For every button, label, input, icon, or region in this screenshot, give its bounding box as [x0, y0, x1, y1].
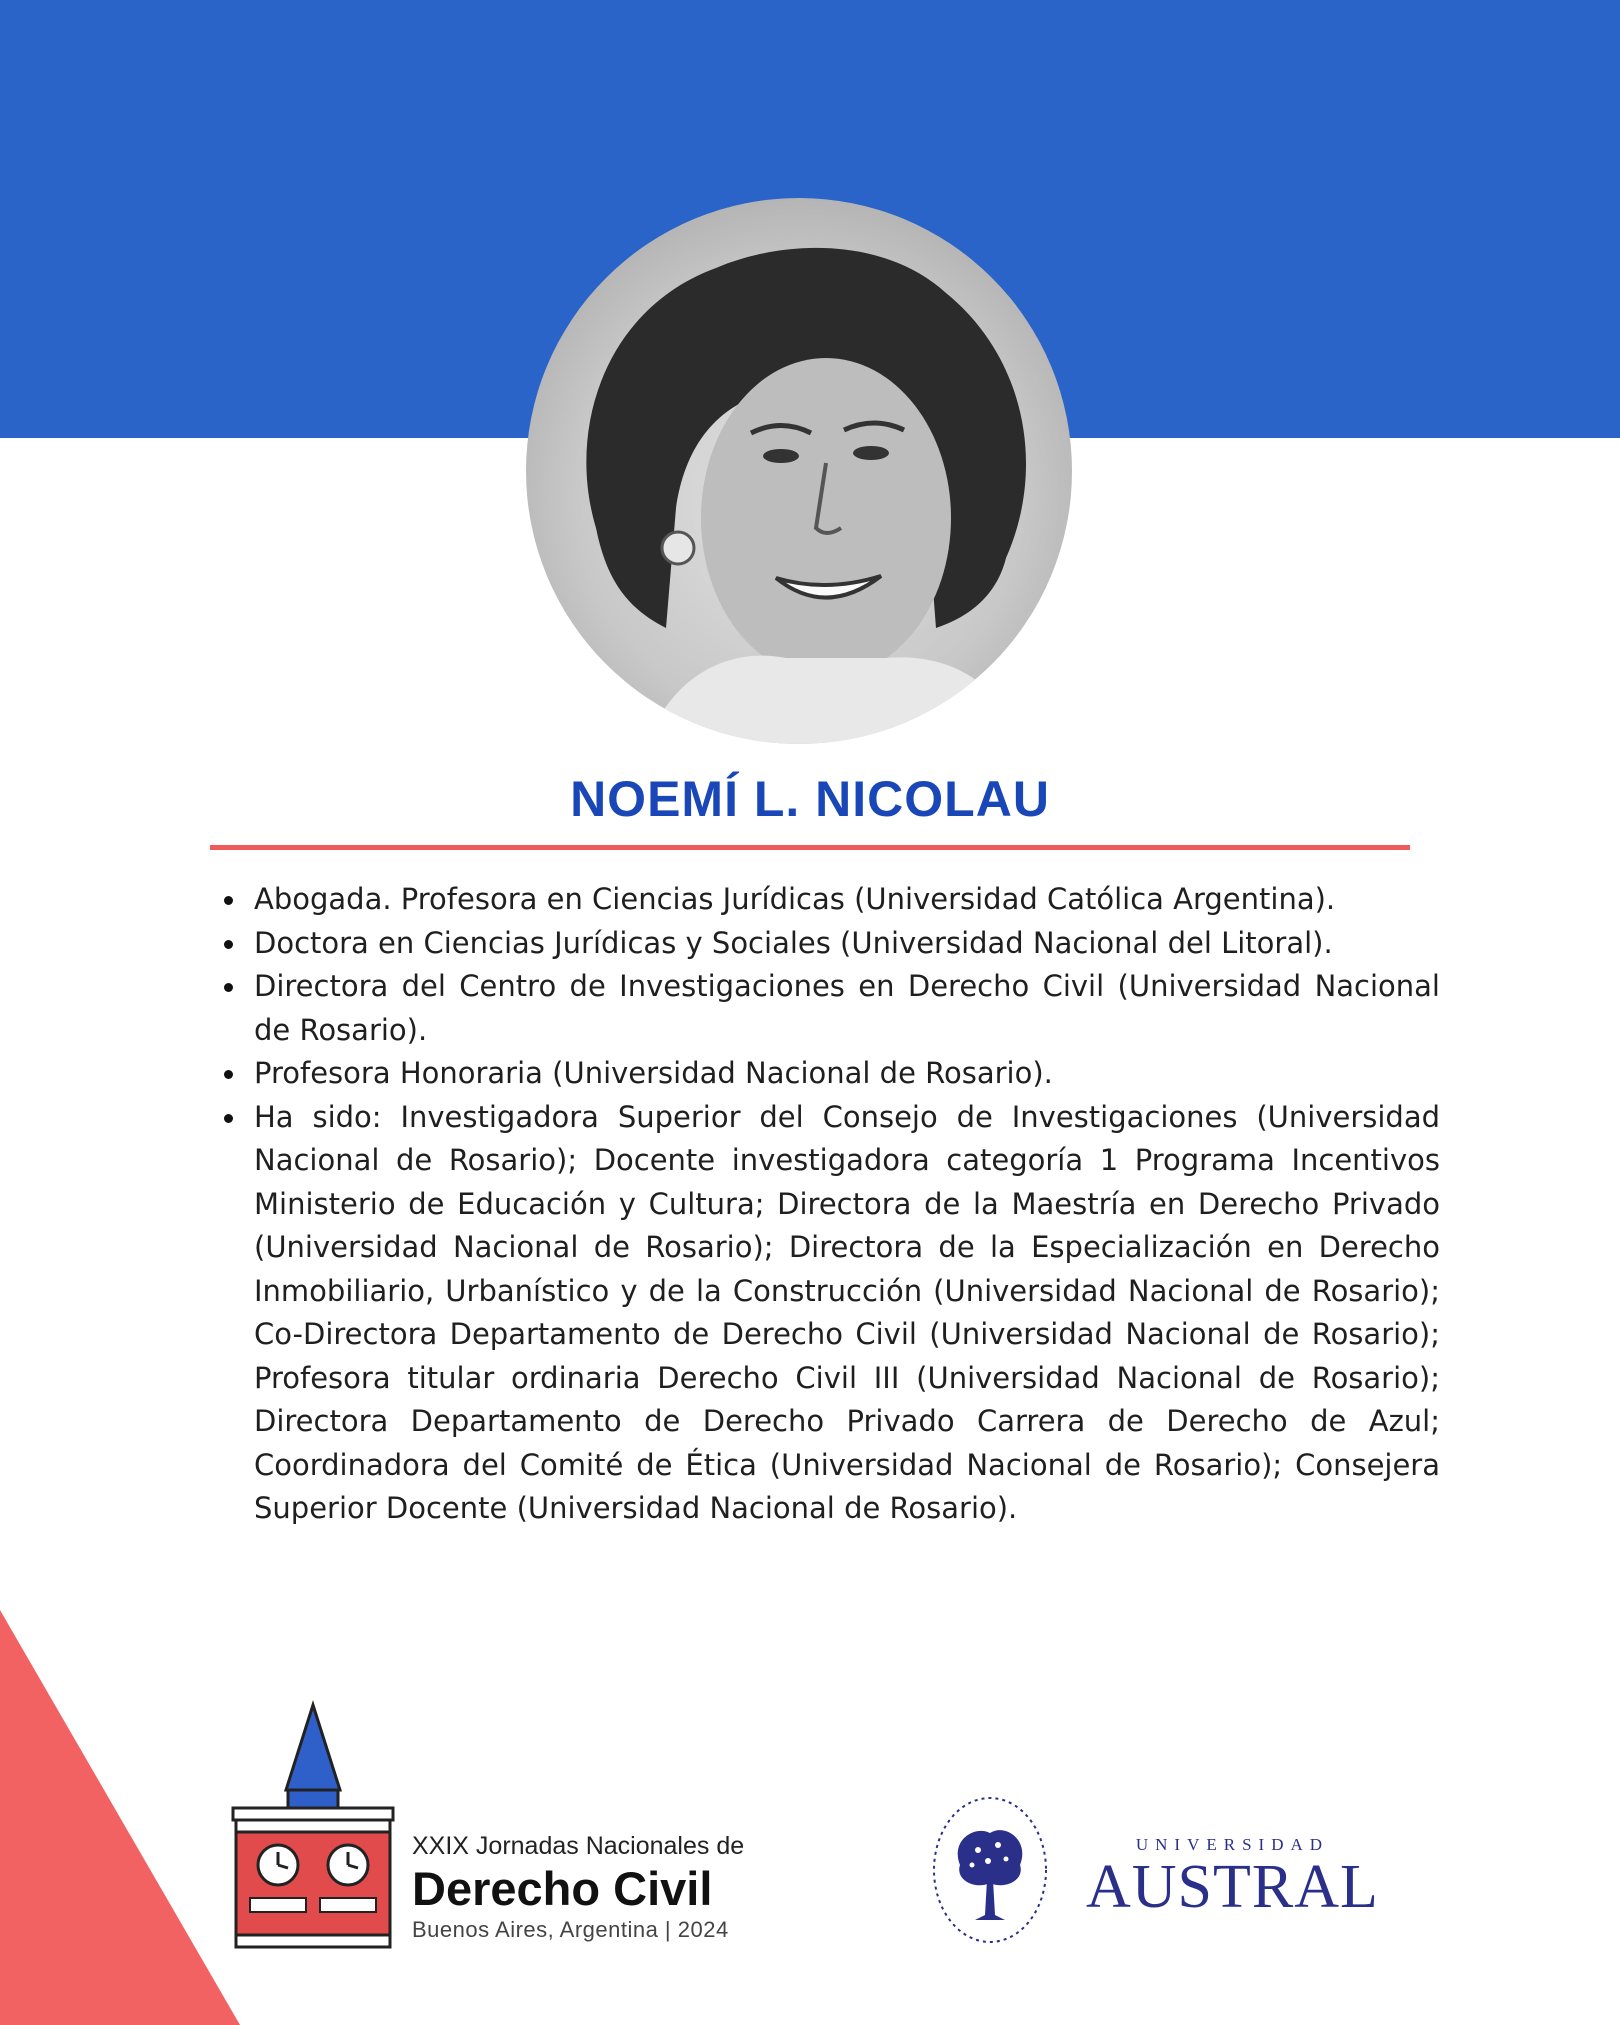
bio-list — [212, 878, 1440, 1531]
tree-seal-icon — [930, 1795, 1050, 1945]
bio-item: Abogada. Profesora en Ciencias Jurídicas (Universidad Católica Argentina). — [254, 878, 1440, 922]
divider-line — [210, 845, 1410, 850]
jornadas-subtitle: XXIX Jornadas Nacionales de — [412, 1832, 745, 1860]
portrait-photo — [526, 198, 1072, 744]
bio-item: Doctora en Ciencias Jurídicas y Sociales (Universidad Nacional del Litoral). — [254, 922, 1440, 966]
austral-top-text: UNIVERSIDAD — [1135, 1835, 1330, 1854]
jornadas-logo-text — [412, 1832, 744, 1943]
bio-item: Directora del Centro de Investigaciones en Derecho Civil (Universidad Nacional de Rosario). — [254, 965, 1440, 1052]
austral-logo — [1086, 1835, 1379, 1919]
red-corner-shape — [0, 1610, 240, 2025]
jornadas-location: Buenos Aires, Argentina | 2024 — [412, 1917, 729, 1942]
bio-item: Ha sido: Investigadora Superior del Consejo de Investigaciones (Universidad Nacional de Rosario); Docente investigadora categoría 1 Programa Incentivos Ministerio de Educación y Cultura; Directora de la Maestría en Derecho Privado (Universidad Nacional de Rosario); Directora de la Especialización en Derecho Inmobiliario, Urbanístico y de la Construcción (Universidad Nacional de Rosario); Co-Directora Departamento de Derecho Civil (Universidad Nacional de Rosario); Profesora titular ordinaria Derecho Civil III (Universidad Nacional de Rosario); Directora Departamento de Derecho Privado Carrera de Derecho de Azul; Coordinadora del Comité de Ética (Universidad Nacional de Rosario); Consejera Superior Docente (Universidad Nacional de Rosario). — [254, 1096, 1440, 1531]
jornadas-title: Derecho Civil — [412, 1862, 713, 1915]
austral-main-text: AUSTRAL — [1086, 1853, 1379, 1921]
bio-item: Profesora Honoraria (Universidad Nacional de Rosario). — [254, 1052, 1440, 1096]
person-name: NOEMÍ L. NICOLAU — [570, 771, 1050, 827]
